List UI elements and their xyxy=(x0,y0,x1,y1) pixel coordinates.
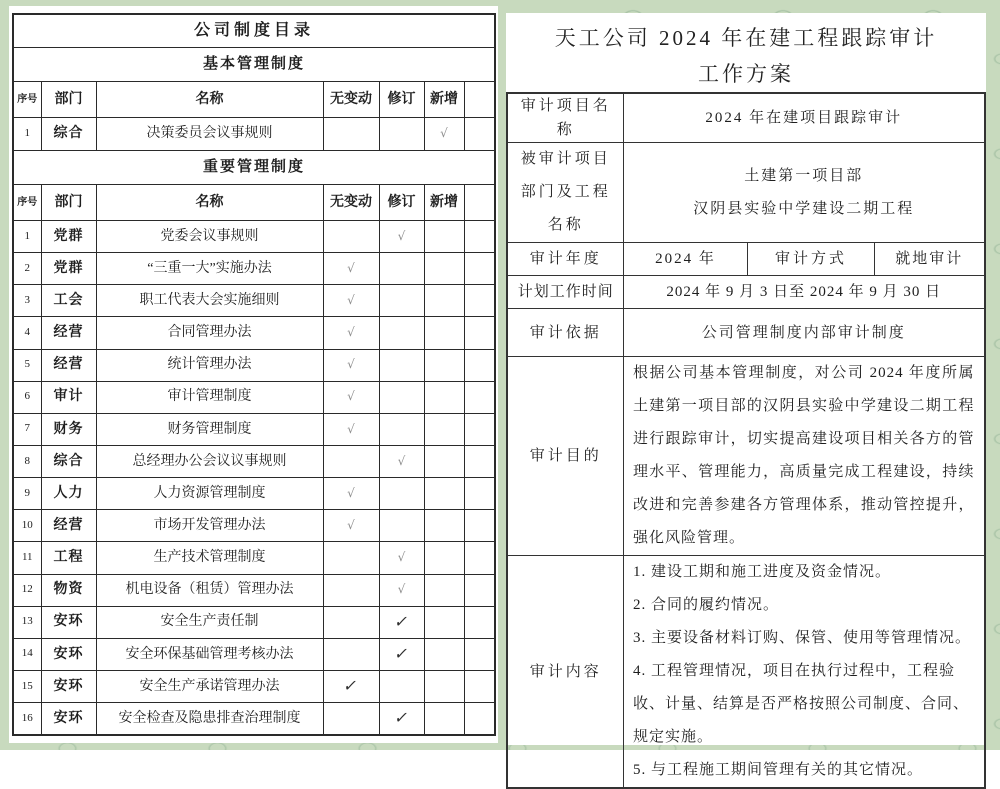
cell-extra xyxy=(464,510,495,542)
cell-unchanged xyxy=(323,478,379,510)
cell-name: 人力资源管理制度 xyxy=(96,478,323,510)
cell-seq: 1 xyxy=(13,220,41,252)
audit-content-label: 审计内容 xyxy=(507,556,623,789)
cell-seq: 8 xyxy=(13,445,41,477)
cell-seq: 11 xyxy=(13,542,41,574)
cell-name: 统计管理办法 xyxy=(96,349,323,381)
cell-added xyxy=(424,445,464,477)
header-revised: 修订 xyxy=(379,82,424,118)
cell-dept: 人力 xyxy=(41,478,96,510)
audit-content-item: 1. 建设工期和施工进度及资金情况。 xyxy=(632,564,891,580)
cell-added xyxy=(424,118,464,150)
cell-name: 党委会议事规则 xyxy=(96,220,323,252)
cell-added xyxy=(424,349,464,381)
directory-row xyxy=(13,317,495,349)
cell-seq: 10 xyxy=(13,510,41,542)
cell-dept: 审计 xyxy=(41,381,96,413)
cell-revised xyxy=(379,118,424,150)
cell-revised xyxy=(379,478,424,510)
cell-unchanged xyxy=(323,510,379,542)
cell-unchanged xyxy=(323,253,379,285)
cell-seq: 3 xyxy=(13,285,41,317)
audit-content-item: 4. 工程管理情况，项目在执行过程中，工程验收、计量、结算是否严格按照公司制度、合同、规定实施。 xyxy=(632,663,969,745)
header-unchanged: 无变动 xyxy=(323,82,379,118)
project-name-value: 2024 年在建项目跟踪审计 xyxy=(623,93,984,143)
cell-extra xyxy=(464,118,495,150)
cell-extra xyxy=(464,253,495,285)
header-dept: 部门 xyxy=(41,82,96,118)
audit-purpose-value: 根据公司基本管理制度，对公司 2024 年度所属土建第一项目部的汉阴县实验中学建设二期工程进行跟踪审计，切实提高建设项目相关各方的管理水平、管理能力，高质量完成工程建设，持续改进和完善参建各方管理体系，推动管控提升，强化风险管理。 xyxy=(623,357,984,556)
cell-extra xyxy=(464,574,495,606)
header-dept: 部门 xyxy=(41,184,96,220)
audited-dept-value-line1: 土建第一项目部 xyxy=(744,167,864,184)
directory-row xyxy=(13,478,495,510)
directory-row xyxy=(13,542,495,574)
header-name: 名称 xyxy=(96,82,323,118)
cell-extra xyxy=(464,285,495,317)
company-system-directory-table xyxy=(12,13,496,736)
directory-row xyxy=(13,510,495,542)
cell-revised xyxy=(379,220,424,252)
directory-row xyxy=(13,638,495,670)
check-mark-icon: √ xyxy=(397,582,406,597)
cell-added xyxy=(424,542,464,574)
cell-unchanged xyxy=(323,574,379,606)
cell-revised xyxy=(379,606,424,638)
cell-revised xyxy=(379,253,424,285)
cell-dept: 经营 xyxy=(41,317,96,349)
check-mark-icon: √ xyxy=(347,357,355,372)
directory-row xyxy=(13,574,495,606)
cell-revised xyxy=(379,445,424,477)
check-mark-icon: √ xyxy=(347,260,355,275)
directory-row xyxy=(13,285,495,317)
cell-dept: 安环 xyxy=(41,638,96,670)
cell-unchanged xyxy=(323,542,379,574)
cell-added xyxy=(424,670,464,702)
check-mark-icon: √ xyxy=(347,325,355,340)
cell-revised xyxy=(379,638,424,670)
header-seq: 序号 xyxy=(13,82,41,118)
directory-row xyxy=(13,118,495,150)
directory-row xyxy=(13,606,495,638)
audit-plan-title-line2: 工作方案 xyxy=(698,62,794,86)
cell-name: 安全生产责任制 xyxy=(96,606,323,638)
section-heading: 基本管理制度 xyxy=(13,48,495,82)
project-name-label: 审计项目名称 xyxy=(507,93,623,143)
check-mark-icon: √ xyxy=(347,485,355,500)
audit-plan-title xyxy=(506,13,986,92)
cell-extra xyxy=(464,478,495,510)
cell-unchanged xyxy=(323,317,379,349)
cell-name: 机电设备（租赁）管理办法 xyxy=(96,574,323,606)
cell-seq: 5 xyxy=(13,349,41,381)
audit-basis-value: 公司管理制度内部审计制度 xyxy=(623,309,984,357)
cell-extra xyxy=(464,381,495,413)
cell-revised xyxy=(379,285,424,317)
audit-plan-title-line1: 天工公司 2024 年在建工程跟踪审计 xyxy=(554,26,938,50)
cell-revised xyxy=(379,574,424,606)
cell-seq: 15 xyxy=(13,670,41,702)
cell-dept: 安环 xyxy=(41,670,96,702)
directory-row xyxy=(13,445,495,477)
audit-year-label: 审计年度 xyxy=(507,243,623,276)
cell-added xyxy=(424,285,464,317)
cell-revised xyxy=(379,670,424,702)
audit-year-value: 2024 年 xyxy=(623,243,747,276)
cell-seq: 16 xyxy=(13,703,41,735)
audit-purpose-label: 审计目的 xyxy=(507,357,623,556)
cell-dept: 安环 xyxy=(41,606,96,638)
cell-revised xyxy=(379,703,424,735)
cell-added xyxy=(424,413,464,445)
cell-added xyxy=(424,317,464,349)
audit-basis-label: 审计依据 xyxy=(507,309,623,357)
cell-unchanged xyxy=(323,285,379,317)
cell-unchanged xyxy=(323,413,379,445)
section-heading: 重要管理制度 xyxy=(13,150,495,184)
cell-unchanged xyxy=(323,445,379,477)
directory-row xyxy=(13,381,495,413)
cell-unchanged xyxy=(323,703,379,735)
cell-seq: 7 xyxy=(13,413,41,445)
cell-dept: 财务 xyxy=(41,413,96,445)
cell-unchanged xyxy=(323,349,379,381)
cell-unchanged xyxy=(323,606,379,638)
check-mark-icon: √ xyxy=(347,293,355,308)
audited-dept-label: 被审计项目部门及工程名称 xyxy=(507,143,623,243)
cell-seq: 12 xyxy=(13,574,41,606)
audit-method-value: 就地审计 xyxy=(874,243,984,276)
cell-dept: 物资 xyxy=(41,574,96,606)
check-mark-icon: ✓ xyxy=(392,611,411,631)
header-revised: 修订 xyxy=(379,184,424,220)
cell-seq: 6 xyxy=(13,381,41,413)
header-extra xyxy=(464,184,495,220)
cell-extra xyxy=(464,317,495,349)
cell-name: 决策委员会议事规则 xyxy=(96,118,323,150)
cell-added xyxy=(424,220,464,252)
cell-added xyxy=(424,381,464,413)
cell-seq: 9 xyxy=(13,478,41,510)
cell-seq: 1 xyxy=(13,118,41,150)
check-mark-icon: √ xyxy=(440,126,448,141)
cell-seq: 13 xyxy=(13,606,41,638)
check-mark-icon: √ xyxy=(397,453,406,468)
cell-unchanged xyxy=(323,118,379,150)
cell-dept: 党群 xyxy=(41,220,96,252)
check-mark-icon: √ xyxy=(347,421,355,436)
directory-row xyxy=(13,349,495,381)
cell-added xyxy=(424,478,464,510)
check-mark-icon: ✓ xyxy=(392,708,411,728)
audit-content-item: 3. 主要设备材料订购、保管、使用等管理情况。 xyxy=(632,630,971,646)
check-mark-icon: √ xyxy=(347,518,355,533)
cell-revised xyxy=(379,542,424,574)
header-added: 新增 xyxy=(424,184,464,220)
cell-seq: 2 xyxy=(13,253,41,285)
cell-dept: 安环 xyxy=(41,703,96,735)
audited-dept-value xyxy=(623,143,984,243)
directory-row xyxy=(13,703,495,735)
left-document-panel xyxy=(9,6,498,743)
check-mark-icon: ✓ xyxy=(342,676,360,696)
audit-content-item: 2. 合同的履约情况。 xyxy=(632,597,779,613)
cell-name: 职工代表大会实施细则 xyxy=(96,285,323,317)
cell-extra xyxy=(464,542,495,574)
audit-method-label: 审计方式 xyxy=(747,243,874,276)
cell-name: 安全生产承诺管理办法 xyxy=(96,670,323,702)
cell-name: 总经理办公会议议事规则 xyxy=(96,445,323,477)
cell-revised xyxy=(379,381,424,413)
check-mark-icon: ✓ xyxy=(392,644,411,664)
cell-dept: 经营 xyxy=(41,510,96,542)
cell-added xyxy=(424,253,464,285)
planned-time-label: 计划工作时间 xyxy=(507,276,623,309)
left-doc-title: 公司制度目录 xyxy=(13,14,495,48)
cell-unchanged xyxy=(323,220,379,252)
directory-row xyxy=(13,220,495,252)
audited-dept-value-line2: 汉阴县实验中学建设二期工程 xyxy=(693,200,915,217)
cell-unchanged xyxy=(323,670,379,702)
cell-name: 市场开发管理办法 xyxy=(96,510,323,542)
cell-name: 审计管理制度 xyxy=(96,381,323,413)
cell-dept: 工程 xyxy=(41,542,96,574)
cell-dept: 综合 xyxy=(41,118,96,150)
cell-extra xyxy=(464,413,495,445)
directory-row xyxy=(13,670,495,702)
cell-name: 生产技术管理制度 xyxy=(96,542,323,574)
cell-dept: 综合 xyxy=(41,445,96,477)
audit-content-value xyxy=(623,556,984,789)
cell-name: “三重一大”实施办法 xyxy=(96,253,323,285)
cell-seq: 14 xyxy=(13,638,41,670)
cell-extra xyxy=(464,670,495,702)
cell-dept: 党群 xyxy=(41,253,96,285)
cell-unchanged xyxy=(323,381,379,413)
check-mark-icon: √ xyxy=(347,389,355,404)
cell-revised xyxy=(379,510,424,542)
cell-revised xyxy=(379,317,424,349)
cell-revised xyxy=(379,349,424,381)
header-seq: 序号 xyxy=(13,184,41,220)
cell-revised xyxy=(379,413,424,445)
cell-name: 合同管理办法 xyxy=(96,317,323,349)
cell-name: 安全检查及隐患排查治理制度 xyxy=(96,703,323,735)
cell-added xyxy=(424,703,464,735)
cell-dept: 工会 xyxy=(41,285,96,317)
check-mark-icon: √ xyxy=(397,550,406,565)
header-extra xyxy=(464,82,495,118)
audit-plan-panel xyxy=(506,13,986,778)
audit-content-item: 5. 与工程施工期间管理有关的其它情况。 xyxy=(632,762,923,778)
cell-dept: 经营 xyxy=(41,349,96,381)
header-unchanged: 无变动 xyxy=(323,184,379,220)
header-added: 新增 xyxy=(424,82,464,118)
cell-extra xyxy=(464,638,495,670)
planned-time-value: 2024 年 9 月 3 日至 2024 年 9 月 30 日 xyxy=(623,276,984,309)
cell-unchanged xyxy=(323,638,379,670)
header-name: 名称 xyxy=(96,184,323,220)
cell-extra xyxy=(464,349,495,381)
check-mark-icon: √ xyxy=(397,228,406,243)
cell-extra xyxy=(464,606,495,638)
cell-added xyxy=(424,510,464,542)
cell-added xyxy=(424,574,464,606)
cell-name: 安全环保基础管理考核办法 xyxy=(96,638,323,670)
audit-plan-table xyxy=(506,92,985,789)
cell-added xyxy=(424,638,464,670)
directory-row xyxy=(13,253,495,285)
cell-extra xyxy=(464,220,495,252)
cell-seq: 4 xyxy=(13,317,41,349)
directory-row xyxy=(13,413,495,445)
cell-added xyxy=(424,606,464,638)
cell-extra xyxy=(464,445,495,477)
cell-name: 财务管理制度 xyxy=(96,413,323,445)
cell-extra xyxy=(464,703,495,735)
